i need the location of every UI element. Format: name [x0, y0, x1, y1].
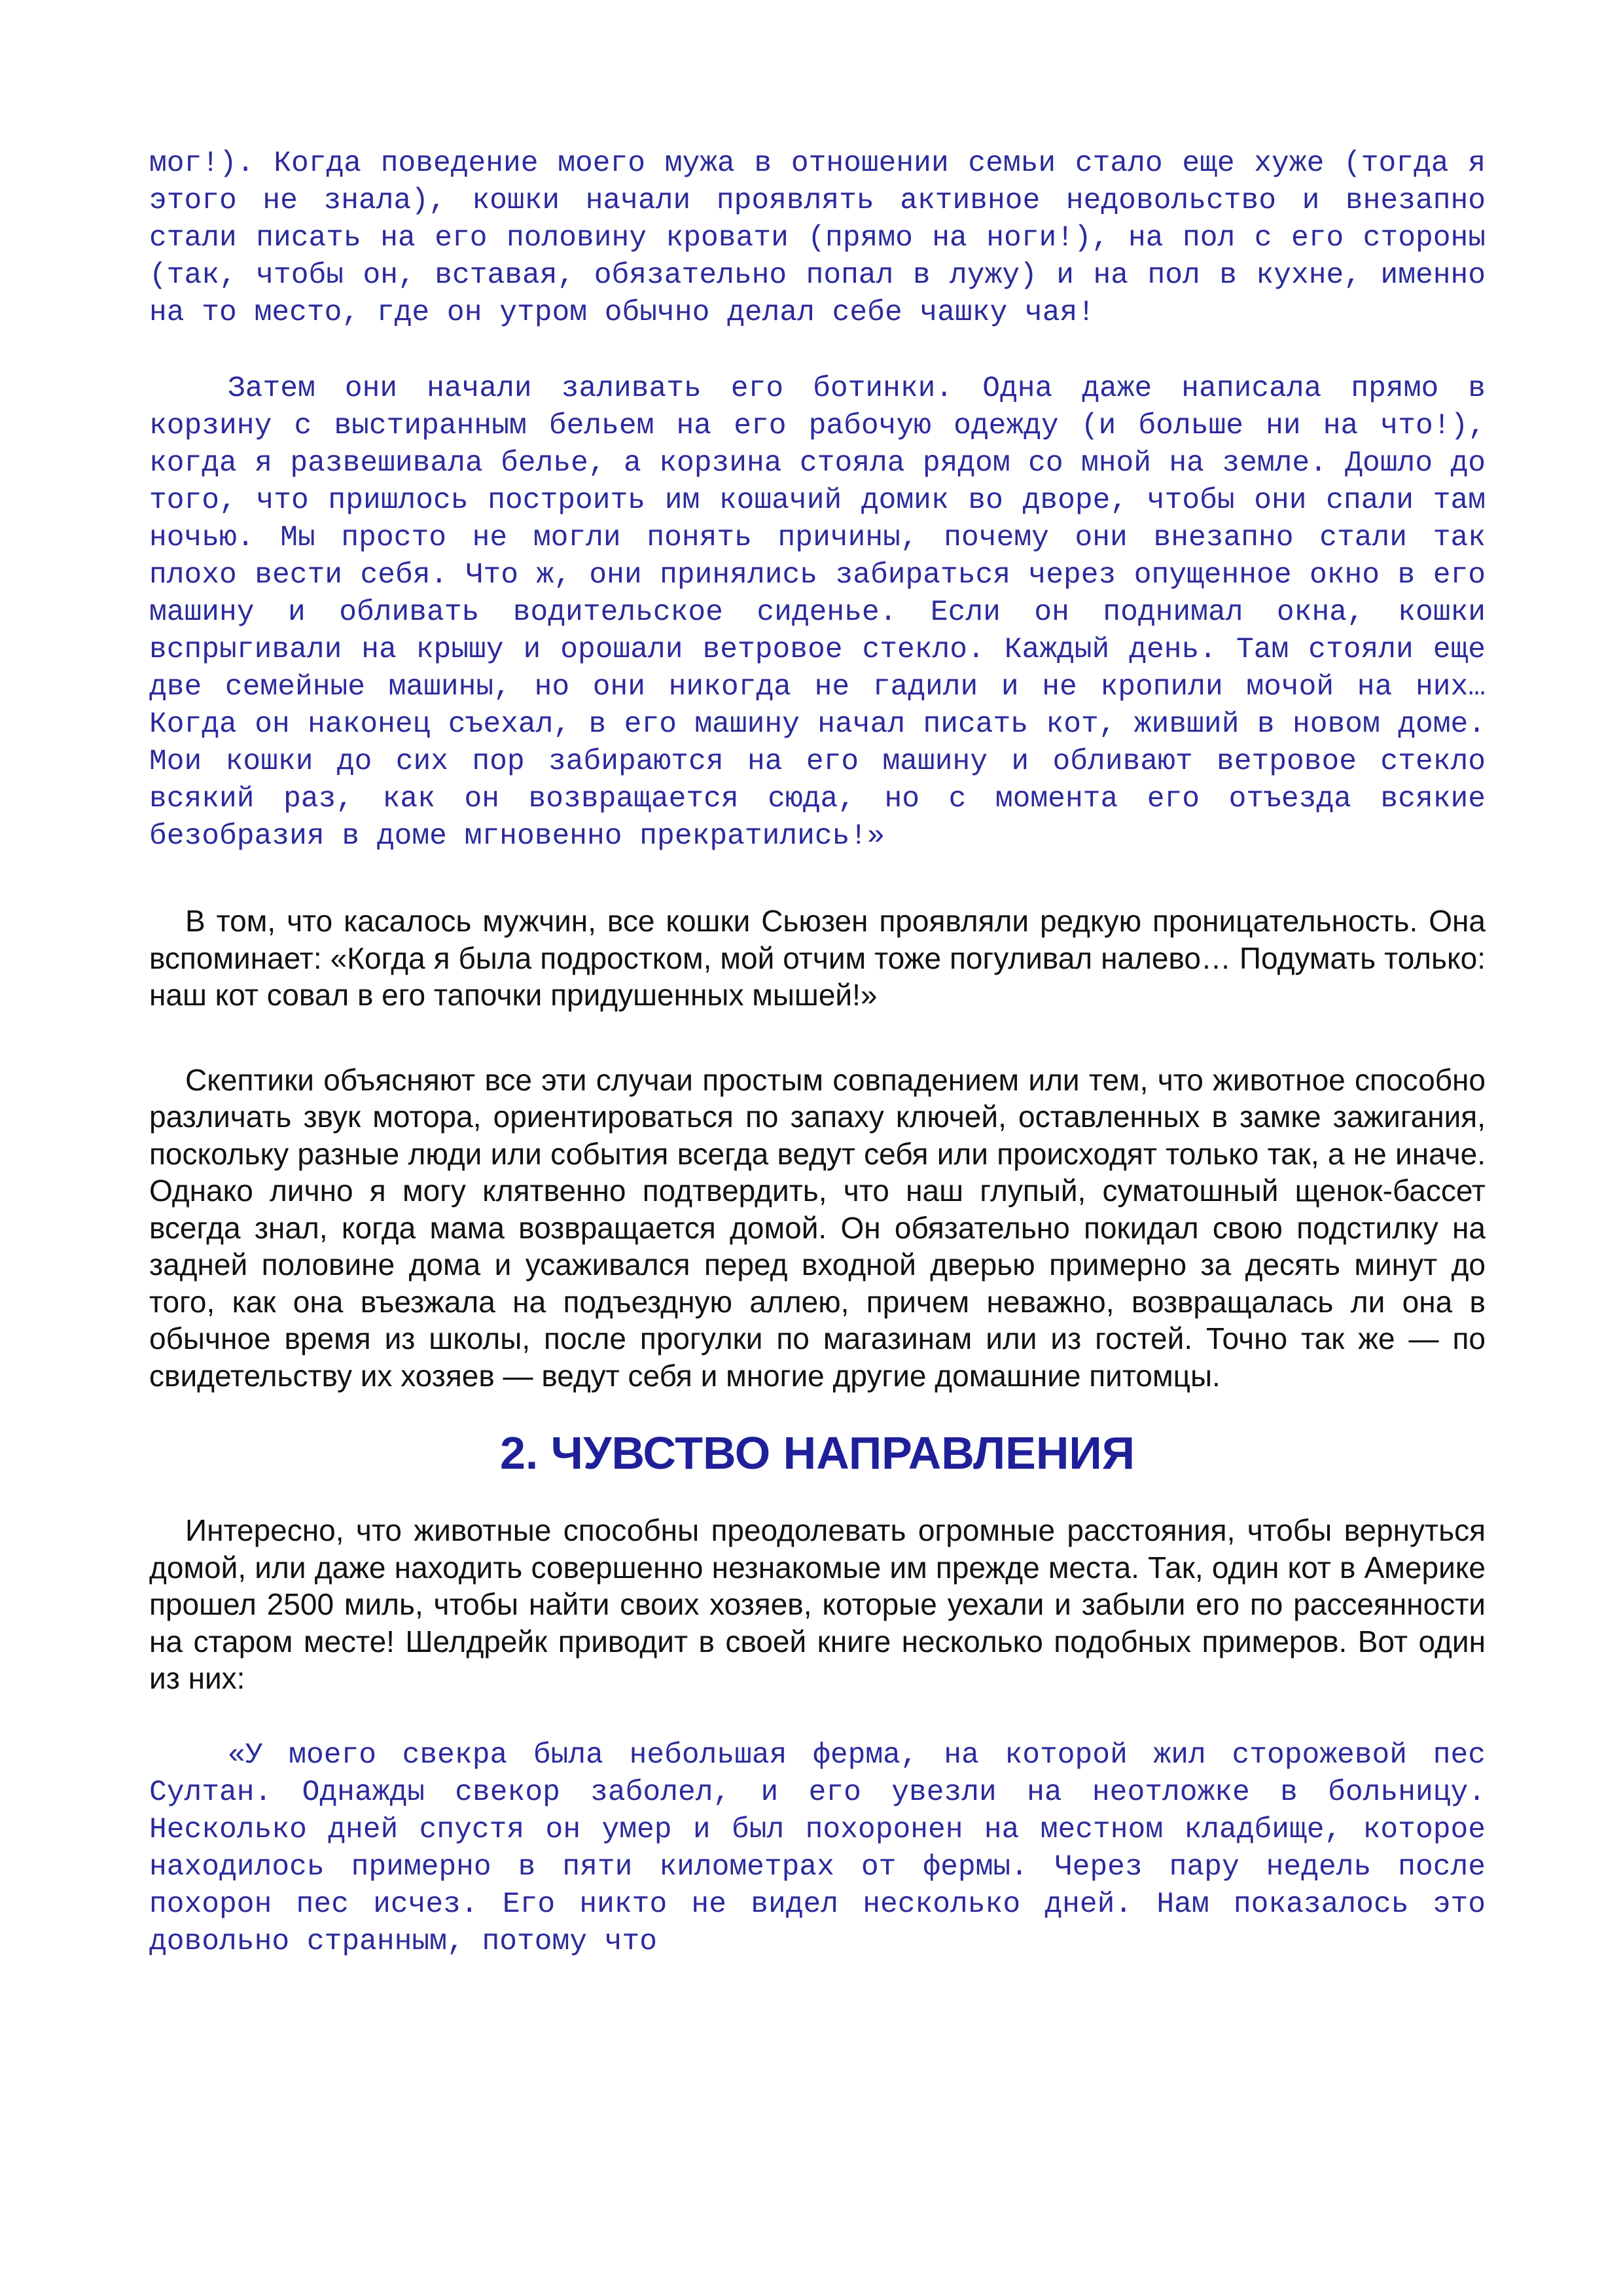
body-paragraph-2: Скептики объясняют все эти случаи простым совпадением или тем, что животное способно различать звук мотора, ориентироваться по запаху ключей, оставленных в замке зажигания, поскольку разные люди или события всегда ведут себя или происходят только так, а не иначе. Однако лично я могу клятвенно подтвердить, что наш глупый, суматошный щенок-бассет всегда знал, когда мама возвращается домой. Он обязательно покидал свою подстилку на задней половине дома и усаживался перед входной дверью примерно за десять минут до того, как она въезжала на подъездную аллею, причем неважно, возвращалась ли она в обычное время из школы, после прогулки по магазинам или из гостей. Точно так же — по свидетельству их хозяев — ведут себя и многие другие домашние питомцы. — [149, 1062, 1486, 1393]
quote-paragraph-3: «У моего свекра была небольшая ферма, на которой жил сторожевой пес Султан. Однажды свекор заболел, и его увезли на неотложке в больницу. Несколько дней спустя он умер и был похоронен на местном кладбище, которое находилось примерно в пяти километрах от фермы. Через пару недель после похорон пес исчез. Его никто не видел несколько дней. Нам показалось это довольно странным, потому что — [149, 1738, 1486, 1958]
quote-paragraph-1: мог!). Когда поведение моего мужа в отношении семьи стало еще хуже (тогда я этого не знала), кошки начали проявлять активное недовольство и внезапно стали писать на его половину кровати (прямо на ноги!), на пол с его стороны (так, чтобы он, вставая, обязательно попал в лужу) и на пол в кухне, именно на то место, где он утром обычно делал себе чашку чая! — [149, 147, 1486, 329]
body-paragraph-3: Интересно, что животные способны преодолевать огромные расстояния, чтобы вернуться домой, или даже находить совершенно незнакомые им прежде места. Так, один кот в Америке прошел 2500 миль, чтобы найти своих хозяев, которые уехали и забыли его по рассеянности на старом месте! Шелдрейк приводит в своей книге несколько подобных примеров. Вот один из них: — [149, 1513, 1486, 1695]
section-heading: 2. ЧУВСТВО НАПРАВЛЕНИЯ — [499, 1427, 1135, 1479]
quote-paragraph-2: Затем они начали заливать его ботинки. Одна даже написала прямо в корзину с выстиранным бельем на его рабочую одежду (и больше ни на что!), когда я развешивала белье, а корзина стояла рядом со мной на земле. Дошло до того, что пришлось построить им кошачий домик во дворе, чтобы они спали там ночью. Мы просто не могли понять причины, почему они внезапно стали так плохо вести себя. Что ж, они принялись забираться через опущенное окно в его машину и обливать водительское сиденье. Если он поднимал окна, кошки вспрыгивали на крышу и орошали ветровое стекло. Каждый день. Там стояли еще две семейные машины, но они никогда не гадили и не кропили мочой на них… Когда он наконец съехал, в его машину начал писать кот, живший в новом доме. Мои кошки до сих пор забираются на его машину и обливают ветровое стекло всякий раз, как он возвращается сюда, но с момента его отъезда всякие безобразия в доме мгновенно прекратились!» — [149, 372, 1486, 853]
document-page — [149, 145, 1486, 1961]
body-paragraph-1: В том, что касалось мужчин, все кошки Сьюзен проявляли редкую проницательность. Она вспоминает: «Когда я была подростком, мой отчим тоже погуливал налево… Подумать только: наш кот совал в его тапочки придушенных мышей!» — [149, 904, 1486, 1012]
